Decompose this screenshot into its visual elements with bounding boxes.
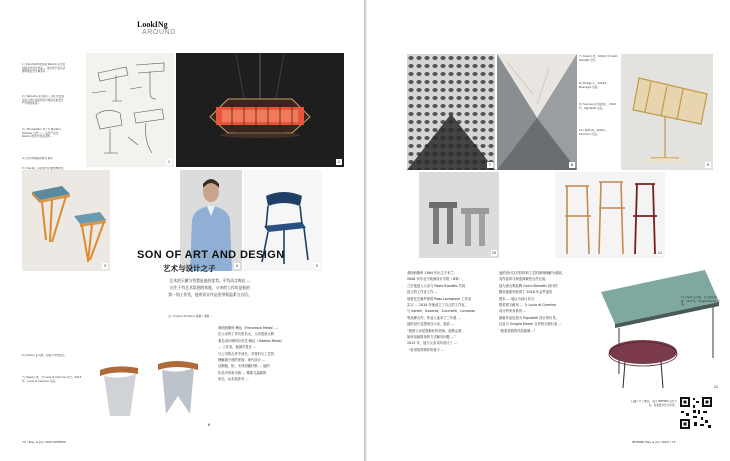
qr-code[interactable] bbox=[679, 396, 713, 430]
caption-right-9: 8 | Bridge 灯，2016年，Mascagni 出品。 bbox=[579, 82, 610, 89]
sketch-drawing bbox=[86, 53, 174, 167]
image-number-4: 4 bbox=[235, 264, 239, 268]
marble-drawing bbox=[497, 54, 577, 170]
image-number-11: 11 bbox=[657, 251, 663, 255]
stools-drawing bbox=[22, 170, 110, 271]
article-subtitle: 艺术与设计之子 bbox=[163, 264, 216, 273]
article-intro: 艺术的天赋与智慧是他的优势。平均而言梅达 … 出生于有艺术氛围的家庭，父亲的工作坊是他的 第一间工作室，他的设计作品里带着温柔与自信。 bbox=[168, 278, 252, 297]
caption-1: 1 | Zucchetti 的包括 Kosmo 系列在内的众多设计作品 — 他出的产品从初期草图在设计事务所 … bbox=[22, 63, 66, 74]
stone-stools-drawing bbox=[419, 172, 499, 258]
marble-image bbox=[497, 54, 577, 170]
caption-5: 5 | Cup 椅，以铝管为主要结构材料， bbox=[22, 167, 66, 170]
chandelier-image bbox=[176, 53, 344, 167]
left-page bbox=[0, 0, 364, 461]
article-credits: 文 / Virginio Briatore 编辑 / 电脑 … bbox=[168, 314, 213, 318]
left-body-text: 弗朗西斯科·梅达（Francesco Meda）… 在父亲的工作坊里长大，父亲是意大利 著名设计师阿尔贝托·梅达（Alberto Meda） … 工作室，他最早是在 … 与公司的合作中成长，对材料与工艺的 理解源于他的家族：现代设计 … 从钢板、铝、木材到碳纤维 … 他的 作品中常常出现 … 精准又温暖的 形态，从未放弃对 … bbox=[218, 326, 284, 382]
sketch-image bbox=[86, 53, 174, 167]
image-number-1: 1 bbox=[167, 160, 171, 164]
caption-right-10: 9 | Sunrise 系列落地灯，2019年，Pignatelli 出品。 bbox=[579, 103, 616, 110]
caption-4: 4 | 设计师弗朗西斯科·梅达 bbox=[22, 157, 53, 160]
wood-chairs-drawing bbox=[555, 172, 665, 258]
right-body-col1: 弗朗西斯科 1984 年出生于米兰， 2006 年毕业于欧洲设计学院（IED）， 之后他进入父亲与 Paolo Rizzatto 共同 创立的工作室工作 … 他曾在巴塞罗那的 Ross Lovegrove 工作室 实习 … 2010 年他成立了自己的工作室， 与 Kartell、Kvadrat、Zucchetti、Luceplan 等品牌合作，作品入选米兰三年展 … 他的设计灵感来自父亲，他说 … “我的父亲是我最好的老师，他教会我 如何用最简单的方式解决问题 …” 2013 年，他与父亲共同设计了 … 一张用铝材制作的桌子 … bbox=[407, 271, 476, 352]
image-number-8: 8 bbox=[570, 163, 574, 167]
image-number-9: 9 bbox=[706, 163, 710, 167]
perforated-metal-drawing bbox=[407, 54, 495, 170]
wood-chairs-image bbox=[555, 172, 665, 258]
qr-code-icon bbox=[679, 396, 713, 430]
marble-tables-image bbox=[595, 262, 721, 392]
chandelier-drawing bbox=[176, 53, 344, 167]
caption-right-12: 11 | Split 系列桌，以大理石拼接，2017年，Scaglia Marmi 出品。 bbox=[681, 296, 720, 307]
bottom-stools-drawing bbox=[86, 336, 214, 430]
stools-image bbox=[22, 170, 110, 271]
logo-top-text: LookINg bbox=[137, 20, 168, 29]
image-number-3: 3 bbox=[103, 264, 107, 268]
caption-right-11: 10 | Split 椅，2016年，Cimmino 出品。 bbox=[579, 129, 609, 136]
caption-2: 2 | Spherica 系列吊灯…我们与安泰克的合作让他们的设计理念在批量生产中得到实现… bbox=[22, 95, 65, 106]
image-number-12: 12 bbox=[713, 385, 719, 389]
image-number-5: 5 bbox=[315, 264, 319, 268]
perforated-metal-image bbox=[407, 54, 495, 170]
article-title: SON OF ART AND DESIGN bbox=[137, 249, 285, 261]
gold-lamp-drawing bbox=[621, 54, 713, 170]
image-number-10: 10 bbox=[491, 251, 497, 255]
right-body-col2: 他的设计以对材料和工艺的深刻理解为基础， 其作品常与制造商紧密合作完成。 他为意大利品牌 Caimi Brevetti 设计的 隔音板系列获得了 2016 年金罗盘奖 提名 … 他认为设计应当 既美观又耐用 … 为 Lucie di Carmine 设计的家具系列 … 最新作品包括为 Pignatelli 设计的灯具， 以及与 Scaglia Marmi 合作的大理石桌 … “我希望我的作品能够…” bbox=[499, 271, 565, 333]
caption-3: 3 | 'Tre Gambe' 凳子与 Martino Gamper 合作 —— 这些产品让 Kosmo 的设计语言延伸 … bbox=[22, 128, 61, 139]
image-number-6: 6 bbox=[207, 423, 211, 427]
folio-right: INTERNI May & Jun 2020 / 75 bbox=[632, 440, 676, 444]
right-page bbox=[367, 0, 730, 461]
logo-bottom-text: AROUND bbox=[142, 29, 176, 36]
bottom-stools-image bbox=[86, 336, 214, 430]
image-number-2: 2 bbox=[337, 160, 341, 164]
stone-stools-image bbox=[419, 172, 499, 258]
caption-6: 6 | Kosmo 系列凳，铝板与木材结合。 bbox=[22, 354, 67, 357]
caption-right-8: 7 | Kosmo 凳，2014年为 Caimi Brevetti 设计。 bbox=[579, 55, 618, 62]
marble-tables-drawing bbox=[595, 262, 721, 392]
gold-lamp-image bbox=[621, 54, 713, 170]
qr-caption: 扫描下方二维码，关注 INTERNI 官方平台，查看更多设计资讯。 bbox=[631, 400, 677, 407]
image-number-7: 7 bbox=[488, 163, 492, 167]
folio-left: 74 / May & Jun 2020 INTERNI bbox=[22, 440, 66, 444]
section-logo bbox=[137, 21, 197, 37]
caption-7: 7 | Pigeon 凳，为 Lucie di Carmine 设计，2014年，Lucie di Carmine 出品。 bbox=[22, 376, 82, 383]
